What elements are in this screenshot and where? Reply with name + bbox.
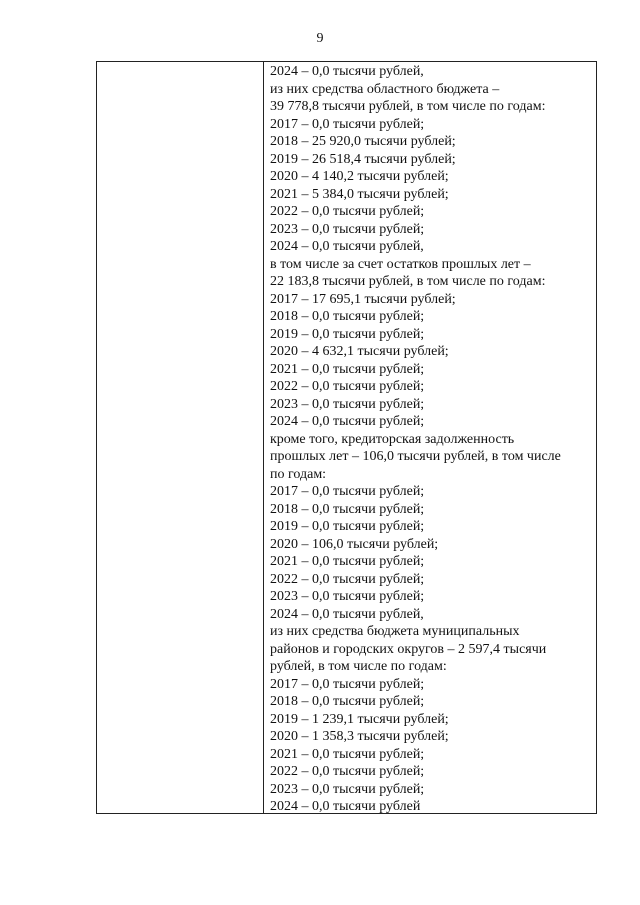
text-line: 2024 – 0,0 тысячи рублей, [270,64,424,79]
table-left-cell [97,62,264,813]
text-line: 2022 – 0,0 тысячи рублей; [270,204,425,219]
text-line: 2019 – 26 518,4 тысячи рублей; [270,151,456,167]
text-line: 2017 – 17 695,1 тысячи рублей; [270,291,456,307]
text-line: 2022 – 0,0 тысячи рублей; [270,571,425,587]
table-right-cell [264,62,596,813]
text-line: 2018 – 0,0 тысячи рублей; [270,501,425,517]
text-line: 2021 – 5 384,0 тысячи рублей; [270,186,449,202]
text-line: 2024 – 0,0 тысячи рублей; [270,414,425,429]
text-line: 2023 – 0,0 тысячи рублей; [270,396,425,412]
text-line: 2023 – 0,0 тысячи рублей; [270,589,425,604]
text-line: 2019 – 0,0 тысячи рублей; [270,519,425,534]
text-line: 2019 – 0,0 тысячи рублей; [270,326,425,342]
text-line: 2021 – 0,0 тысячи рублей; [270,746,425,762]
text-line: 2017 – 0,0 тысячи рублей; [270,116,425,132]
document-table [96,61,597,814]
text-line: районов и городских округов – 2 597,4 тысячи [270,641,547,657]
text-line: 2023 – 0,0 тысячи рублей; [270,781,425,797]
text-line: 2019 – 1 239,1 тысячи рублей; [270,711,449,727]
text-line: 2017 – 0,0 тысячи рублей; [270,676,425,692]
text-line: кроме того, кредиторская задолженность [270,431,515,447]
text-line: прошлых лет – 106,0 тысячи рублей, в том числе [270,449,561,464]
text-line: 39 778,8 тысячи рублей, в том числе по годам: [270,99,546,114]
text-line: 2021 – 0,0 тысячи рублей; [270,554,425,569]
text-line: в том числе за счет остатков прошлых лет – [270,256,531,272]
text-line: 2017 – 0,0 тысячи рублей; [270,484,425,499]
text-line: по годам: [270,466,327,482]
text-line: 2022 – 0,0 тысячи рублей; [270,379,425,394]
text-line: 2022 – 0,0 тысячи рублей; [270,764,425,779]
text-line: 2018 – 0,0 тысячи рублей; [270,694,425,709]
text-line: рублей, в том числе по годам: [270,659,447,674]
text-line: 2020 – 1 358,3 тысячи рублей; [270,729,449,744]
text-line: из них средства бюджета муниципальных [270,624,520,639]
text-line: 2018 – 0,0 тысячи рублей; [270,309,425,324]
text-line: 2021 – 0,0 тысячи рублей; [270,361,425,377]
text-line: 2023 – 0,0 тысячи рублей; [270,221,425,237]
text-line: из них средства областного бюджета – [270,81,500,97]
text-line: 2020 – 4 140,2 тысячи рублей; [270,169,449,184]
text-line: 2020 – 106,0 тысячи рублей; [270,536,439,552]
text-line: 2024 – 0,0 тысячи рублей [270,799,421,814]
text-line: 2024 – 0,0 тысячи рублей, [270,606,424,622]
text-line: 2020 – 4 632,1 тысячи рублей; [270,344,449,359]
text-line: 2018 – 25 920,0 тысячи рублей; [270,134,456,149]
text-line: 22 183,8 тысячи рублей, в том числе по годам: [270,274,546,289]
page-number: 9 [316,31,324,46]
text-line: 2024 – 0,0 тысячи рублей, [270,239,424,254]
